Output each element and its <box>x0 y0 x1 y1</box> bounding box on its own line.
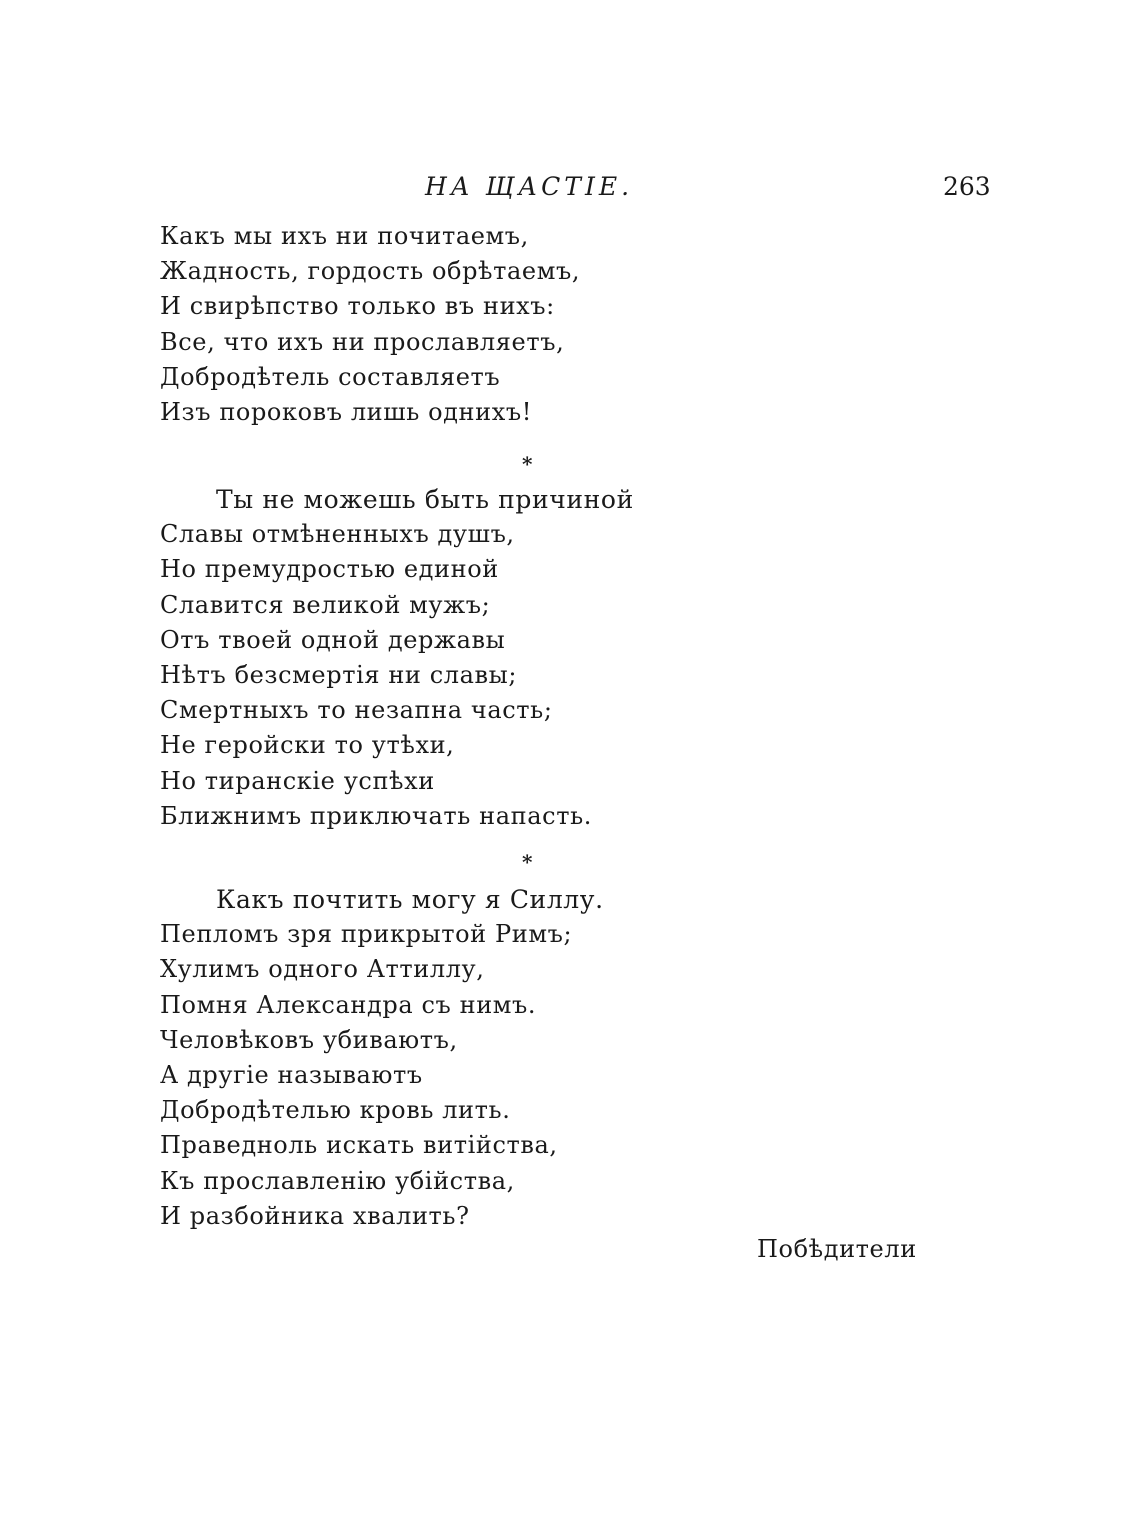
stanza-1 <box>160 219 580 430</box>
verse-line: Добродѣтель составляетъ <box>160 362 501 391</box>
verse-line: Славится великой мужъ; <box>160 590 491 619</box>
verse-line: Къ прославленію убійства, <box>160 1166 515 1195</box>
catchword: Побѣдители <box>757 1235 917 1263</box>
verse-line: Ближнимъ приключать напасть. <box>160 801 592 830</box>
verse-line: Отъ твоей одной державы <box>160 625 506 654</box>
verse-line: Помня Александра съ нимъ. <box>160 990 537 1019</box>
verse-line: И разбойника хвалить? <box>160 1201 470 1230</box>
verse-line: Нѣтъ безсмертія ни славы; <box>160 660 518 689</box>
verse-line: Пепломъ зря прикрытой Римъ; <box>160 920 573 949</box>
verse-line: И свирѣпство только въ нихъ: <box>160 292 555 321</box>
verse-line: Хулимъ одного Аттиллу, <box>160 955 485 984</box>
verse-line: Славы отмѣненныхъ душъ, <box>160 520 515 549</box>
verse-line: Добродѣтелью кровь лить. <box>160 1096 511 1125</box>
verse-line: А другіе называютъ <box>160 1060 423 1089</box>
verse-line: Изъ пороковъ лишь однихъ! <box>160 397 532 426</box>
verse-line: Не геройски то утѣхи, <box>160 731 455 760</box>
stanza-2 <box>160 482 634 834</box>
verse-line: Но премудростью единой <box>160 555 499 584</box>
verse-line: Смертныхъ то незапна часть; <box>160 696 553 725</box>
running-title: НА ЩАСТІЕ. <box>425 172 634 201</box>
verse-line: Но тиранскіе успѣхи <box>160 766 435 795</box>
stanza-separator: * <box>522 850 533 874</box>
page-number: 263 <box>943 172 991 201</box>
verse-line: Ты не можешь быть причиной <box>216 485 634 514</box>
verse-line: Праведноль искать витійства, <box>160 1131 558 1160</box>
verse-line: Жадность, гордость обрѣтаемъ, <box>160 257 581 286</box>
stanza-3 <box>160 882 604 1234</box>
verse-line: Какъ мы ихъ ни почитаемъ, <box>160 222 529 250</box>
verse-line: Все, что ихъ ни прославляетъ, <box>160 327 565 356</box>
verse-line: Человѣковъ убиваютъ, <box>160 1025 458 1054</box>
verse-line: Какъ почтить могу я Силлу. <box>216 885 604 914</box>
stanza-separator: * <box>522 452 533 476</box>
